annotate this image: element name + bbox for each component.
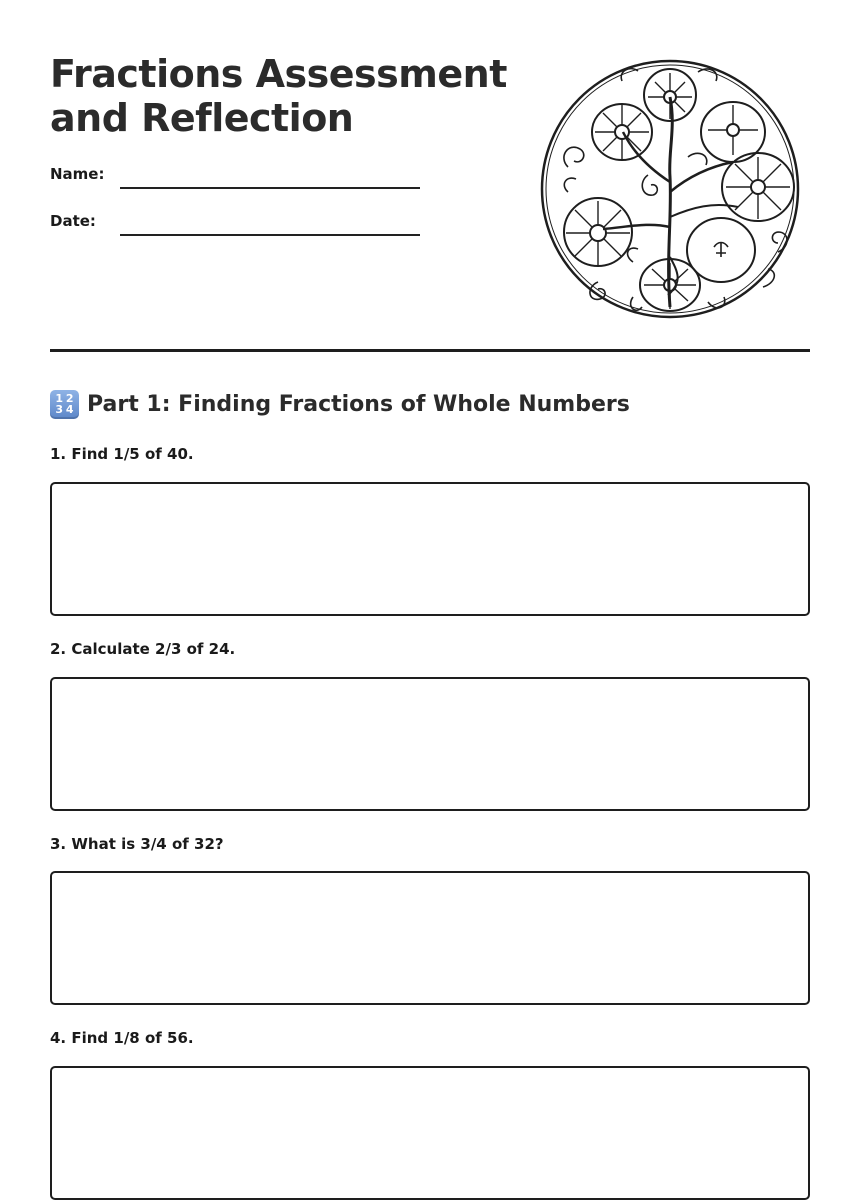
icon-digit: 1 xyxy=(55,391,64,405)
input-numbers-icon xyxy=(50,390,79,419)
icon-digit: 2 xyxy=(65,391,74,405)
section-heading-part-1 xyxy=(50,388,630,420)
mandala-flower-emblem-icon xyxy=(538,57,802,321)
title-line-1: Fractions Assessment xyxy=(50,52,507,96)
question-2: 2. Calculate 2/3 of 24. xyxy=(50,640,236,658)
answer-box-1[interactable] xyxy=(50,482,810,616)
question-1: 1. Find 1/5 of 40. xyxy=(50,445,194,463)
page-title xyxy=(50,52,507,140)
name-label: Name: xyxy=(50,165,105,183)
question-3: 3. What is 3/4 of 32? xyxy=(50,835,224,853)
title-line-2: and Reflection xyxy=(50,96,354,140)
icon-digit: 3 xyxy=(55,403,64,416)
name-field-line[interactable] xyxy=(120,187,420,189)
answer-box-4[interactable] xyxy=(50,1066,810,1200)
question-4: 4. Find 1/8 of 56. xyxy=(50,1029,194,1047)
date-field-line[interactable] xyxy=(120,234,420,236)
section-divider xyxy=(50,349,810,352)
answer-box-2[interactable] xyxy=(50,677,810,811)
section-title: Part 1: Finding Fractions of Whole Numbers xyxy=(87,391,630,417)
date-label: Date: xyxy=(50,212,96,230)
icon-digit: 4 xyxy=(65,403,74,416)
answer-box-3[interactable] xyxy=(50,871,810,1005)
